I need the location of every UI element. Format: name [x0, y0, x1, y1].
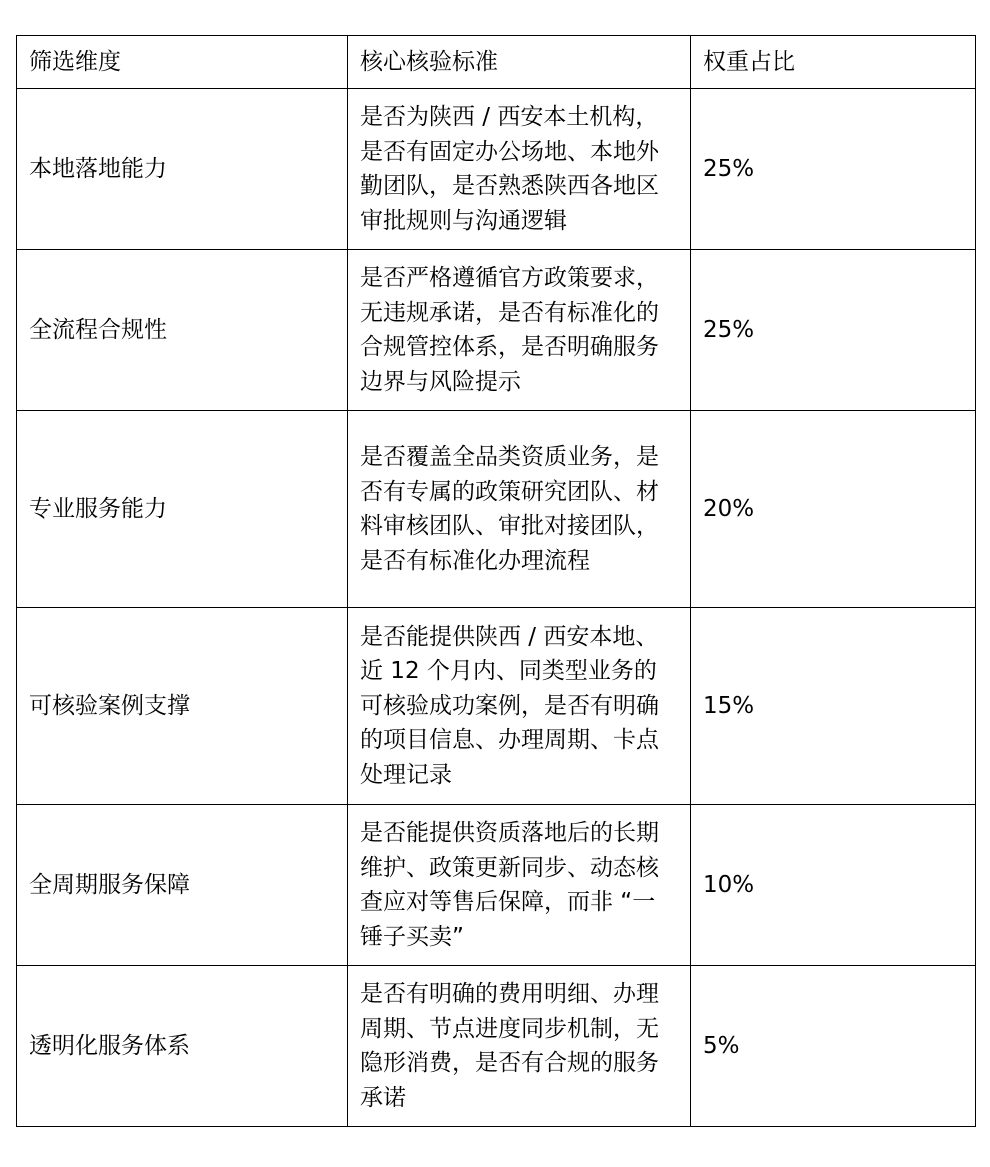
standard-cell: 是否能提供资质落地后的长期维护、政策更新同步、动态核查应对等售后保障，而非 “一锤子买卖”: [348, 805, 691, 966]
weight-cell: 10%: [691, 805, 976, 966]
dimension-cell: 全流程合规性: [17, 250, 348, 411]
weight-cell: 5%: [691, 966, 976, 1127]
standard-cell: 是否能提供陕西 / 西安本地、近 12 个月内、同类型业务的可核验成功案例，是否有明确的项目信息、办理周期、卡点处理记录: [348, 608, 691, 805]
dimension-cell: 透明化服务体系: [17, 966, 348, 1127]
weight-cell: 25%: [691, 89, 976, 250]
dimension-cell: 全周期服务保障: [17, 805, 348, 966]
header-standard: 核心核验标准: [348, 36, 691, 89]
table-row: [17, 411, 976, 608]
standard-cell: 是否有明确的费用明细、办理周期、节点进度同步机制，无隐形消费，是否有合规的服务承诺: [348, 966, 691, 1127]
header-weight: 权重占比: [691, 36, 976, 89]
header-row: [17, 36, 976, 89]
table-row: [17, 250, 976, 411]
table-row: [17, 966, 976, 1127]
weight-cell: 15%: [691, 608, 976, 805]
weight-cell: 20%: [691, 411, 976, 608]
standard-cell: 是否覆盖全品类资质业务，是否有专属的政策研究团队、材料审核团队、审批对接团队，是否有标准化办理流程: [348, 411, 691, 608]
table-row: [17, 608, 976, 805]
dimension-cell: 可核验案例支撑: [17, 608, 348, 805]
dimension-cell: 本地落地能力: [17, 89, 348, 250]
criteria-table: [16, 35, 976, 1127]
dimension-cell: 专业服务能力: [17, 411, 348, 608]
standard-cell: 是否为陕西 / 西安本土机构，是否有固定办公场地、本地外勤团队，是否熟悉陕西各地区审批规则与沟通逻辑: [348, 89, 691, 250]
header-dimension: 筛选维度: [17, 36, 348, 89]
standard-cell: 是否严格遵循官方政策要求，无违规承诺，是否有标准化的合规管控体系，是否明确服务边界与风险提示: [348, 250, 691, 411]
table-row: [17, 805, 976, 966]
weight-cell: 25%: [691, 250, 976, 411]
table-row: [17, 89, 976, 250]
